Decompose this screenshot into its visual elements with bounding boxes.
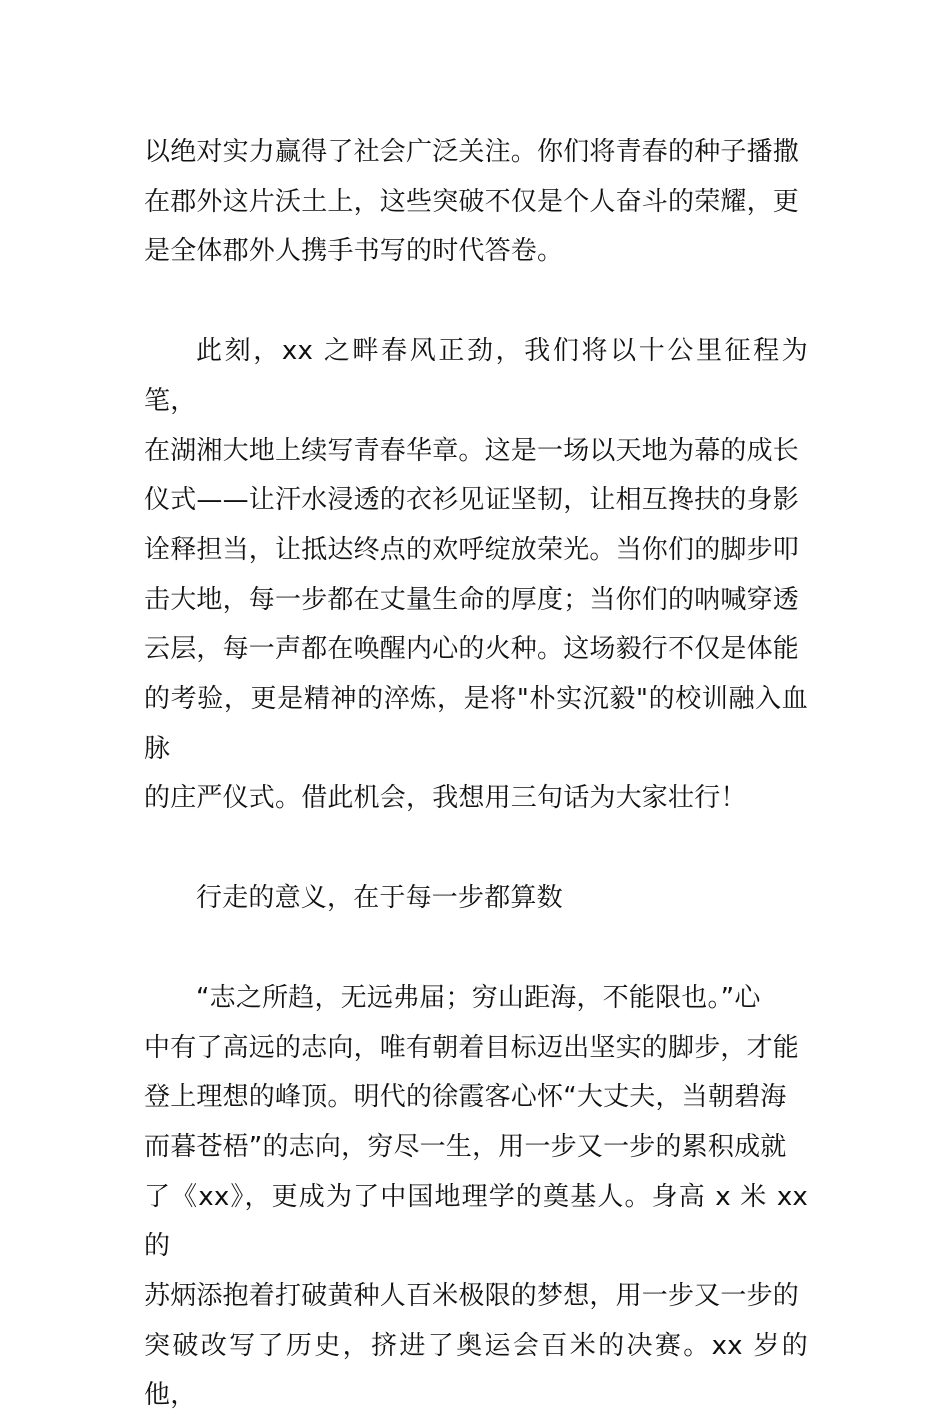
line: 仪式——让汗水浸透的衣衫见证坚韧，让相互搀扶的身影 xyxy=(144,485,800,516)
paragraph-4 xyxy=(144,974,808,1421)
paragraph-spacer xyxy=(144,824,808,874)
line: 诠释担当，让抵达终点的欢呼绽放荣光。当你们的脚步叩 xyxy=(144,534,800,565)
line: 是全体郡外人携手书写的时代答卷。 xyxy=(144,236,564,267)
line: 击大地，每一步都在丈量生命的厚度；当你们的呐喊穿透 xyxy=(144,584,800,615)
line: 此刻，xx 之畔春风正劲，我们将以十公里征程为笔， xyxy=(144,336,808,416)
section-heading xyxy=(144,874,808,924)
line: 在湖湘大地上续写青春华章。这是一场以天地为幕的成长 xyxy=(144,435,800,466)
line: 的考验，更是精神的淬炼，是将"朴实沉毅"的校训融入血脉 xyxy=(144,684,808,764)
line: 在郡外这片沃土上，这些突破不仅是个人奋斗的荣耀，更 xyxy=(144,186,800,217)
line: 了《xx》，更成为了中国地理学的奠基人。身高 x 米 xx 的 xyxy=(144,1181,808,1262)
paragraph-2 xyxy=(144,327,808,824)
line: 云层，每一声都在唤醒内心的火种。这场毅行不仅是体能 xyxy=(144,634,800,665)
line: 以绝对实力赢得了社会广泛关注。你们将青春的种子播撒 xyxy=(144,137,800,167)
line: 而暮苍梧”的志向，穷尽一生，用一步又一步的累积成就 xyxy=(144,1131,787,1162)
line: 的庄严仪式。借此机会，我想用三句话为大家壮行！ xyxy=(144,783,747,814)
line: 登上理想的峰顶。明代的徐霞客心怀“大丈夫，当朝碧海 xyxy=(144,1082,787,1113)
document-body xyxy=(144,128,808,1421)
paragraph-spacer xyxy=(144,277,808,327)
line: 突破改写了历史，挤进了奥运会百米的决赛。xx 岁的他， xyxy=(144,1330,808,1411)
paragraph-1 xyxy=(144,128,808,277)
line: 苏炳添抱着打破黄种人百米极限的梦想，用一步又一步的 xyxy=(144,1281,800,1312)
paragraph-spacer xyxy=(144,924,808,974)
line: “志之所趋，无远弗届；穷山距海，不能限也。”心 xyxy=(196,982,761,1013)
line: 中有了高远的志向，唯有朝着目标迈出坚实的脚步，才能 xyxy=(144,1032,800,1063)
line: 行走的意义，在于每一步都算数 xyxy=(196,883,563,914)
